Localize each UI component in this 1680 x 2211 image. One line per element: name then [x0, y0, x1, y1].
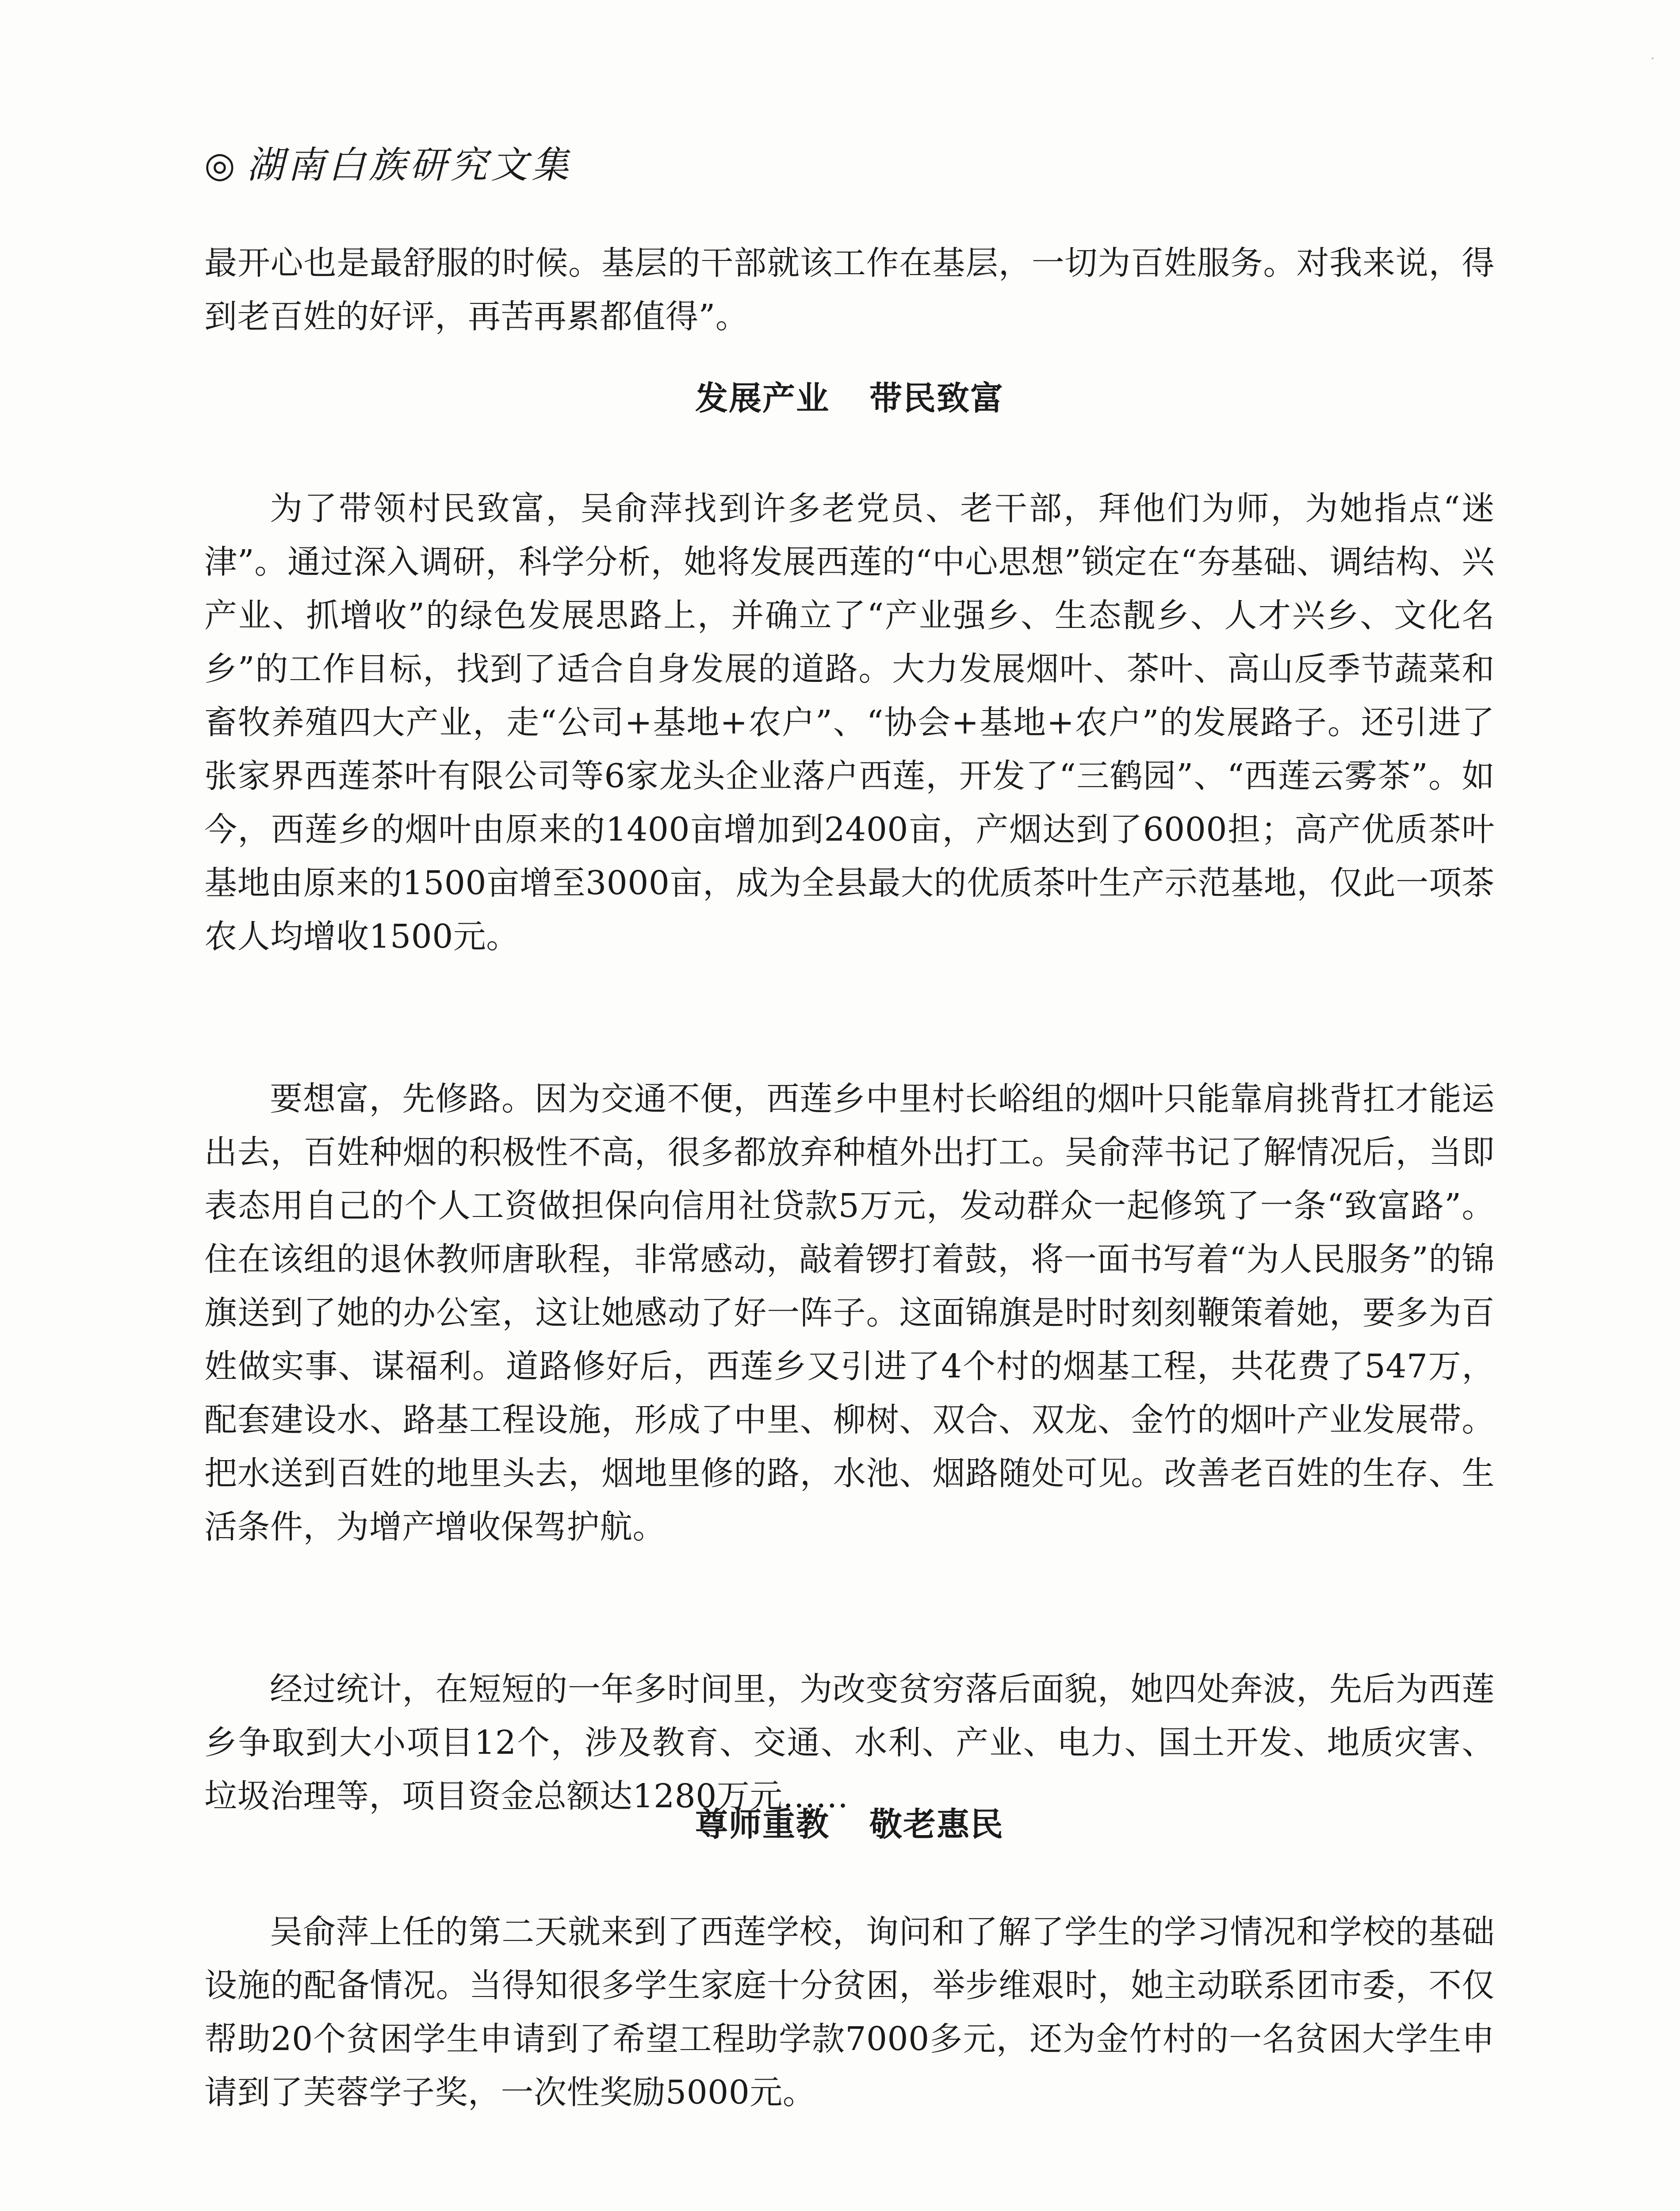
circle-mark-icon: ◎ [204, 144, 235, 185]
paragraph-1: 最开心也是最舒服的时候。基层的干部就该工作在基层，一切为百姓服务。对我来说，得到老百姓的好评，再苦再累都值得”。 [204, 244, 1495, 336]
section-heading-1-part-a: 发展产业 [695, 379, 830, 417]
paragraph-5: 吴俞萍上任的第二天就来到了西莲学校，询问和了解了学生的学习情况和学校的基础设施的配备情况。当得知很多学生家庭十分贫困，举步维艰时，她主动联系团市委，不仅帮助20个贫困学生申请到了希望工程助学款7000多元，还为金竹村的一名贫困大学生申请到了芙蓉学子奖，一次性奖励5000元。 [204, 1913, 1495, 2112]
scan-speck [1652, 57, 1653, 59]
paragraph-3: 要想富，先修路。因为交通不便，西莲乡中里村长峪组的烟叶只能靠肩挑背扛才能运出去，百姓种烟的积极性不高，很多都放弃种植外出打工。吴俞萍书记了解情况后，当即表态用自己的个人工资做担保向信用社贷款5万元，发动群众一起修筑了一条“致富路”。住在该组的退休教师唐耿程，非常感动，敲着锣打着鼓，将一面书写着“为人民服务”的锦旗送到了她的办公室，这让她感动了好一阵子。这面锦旗是时时刻刻鞭策着她，要多为百姓做实事、谋福利。道路修好后，西莲乡又引进了4个村的烟基工程，共花费了547万，配套建设水、路基工程设施，形成了中里、柳树、双合、双龙、金竹的烟叶产业发展带。把水送到百姓的地里头去，烟地里修的路，水池、烟路随处可见。改善老百姓的生存、生活条件，为增产增收保驾护航。 [204, 1080, 1495, 1546]
section-heading-2 [204, 1800, 1495, 1849]
book-title: 湖南白族研究文集 [246, 143, 572, 187]
running-header [204, 141, 572, 189]
section-heading-1 [204, 374, 1495, 423]
paragraph-4: 经过统计，在短短的一年多时间里，为改变贫穷落后面貌，她四处奔波，先后为西莲乡争取到大小项目12个，涉及教育、交通、水利、产业、电力、国土开发、地质灾害、垃圾治理等，项目资金总额达1280万元…… [204, 1670, 1495, 1815]
section-heading-2-part-b: 敬老惠民 [869, 1806, 1004, 1844]
section-heading-1-part-b: 带民致富 [869, 379, 1004, 417]
paragraph-2: 为了带领村民致富，吴俞萍找到许多老党员、老干部，拜他们为师，为她指点“迷津”。通过深入调研，科学分析，她将发展西莲的“中心思想”锁定在“夯基础、调结构、兴产业、抓增收”的绿色发展思路上，并确立了“产业强乡、生态靓乡、人才兴乡、文化名乡”的工作目标，找到了适合自身发展的道路。大力发展烟叶、茶叶、高山反季节蔬菜和畜牧养殖四大产业，走“公司+基地+农户”、“协会+基地+农户”的发展路子。还引进了张家界西莲茶叶有限公司等6家龙头企业落户西莲，开发了“三鹤园”、“西莲云雾茶”。如今，西莲乡的烟叶由原来的1400亩增加到2400亩，产烟达到了6000担；高产优质茶叶基地由原来的1500亩增至3000亩，成为全县最大的优质茶叶生产示范基地，仅此一项茶农人均增收1500元。 [204, 490, 1495, 956]
section-heading-2-part-a: 尊师重教 [695, 1806, 830, 1844]
